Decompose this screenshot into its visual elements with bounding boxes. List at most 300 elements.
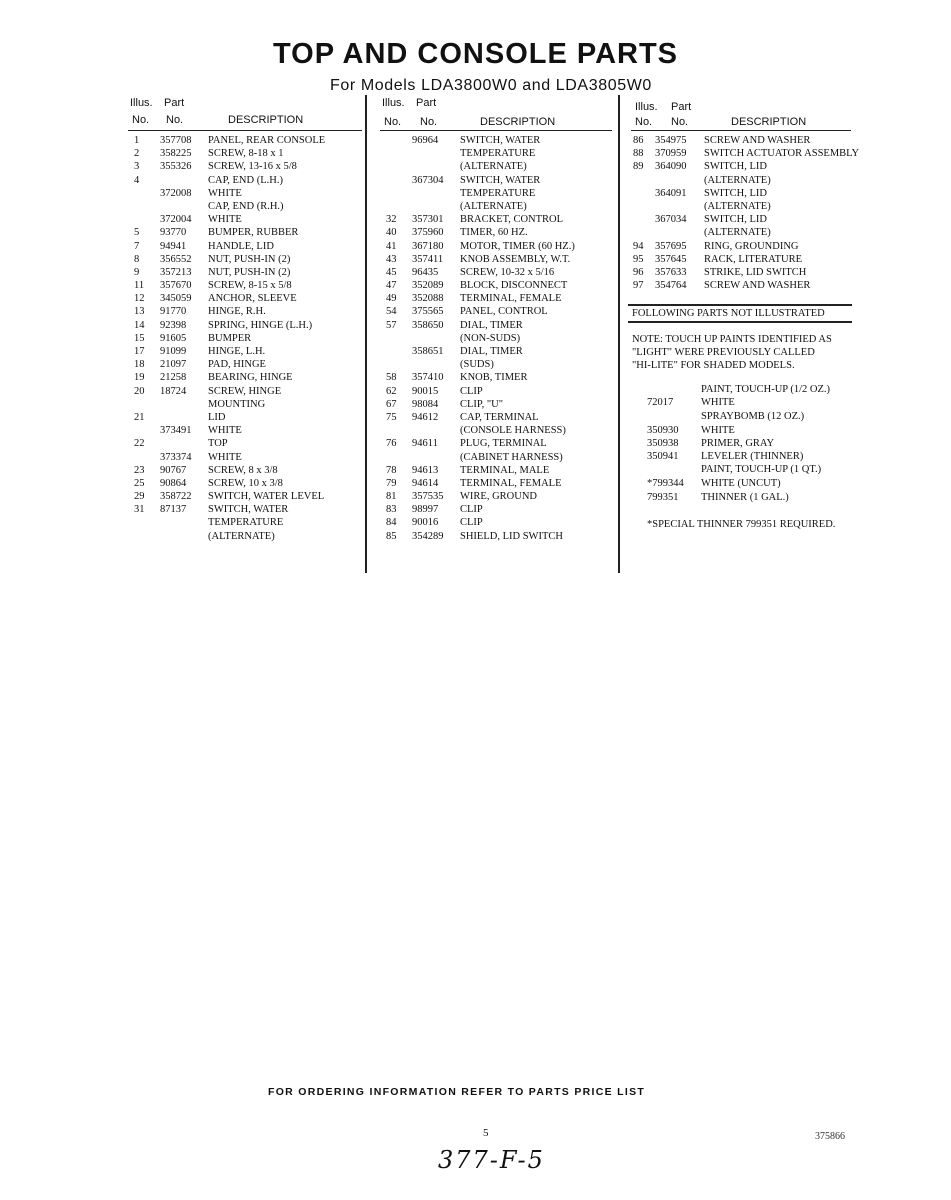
illus-number: 75 [386,411,397,423]
parts-rows [380,134,612,543]
illus-number: 57 [386,319,397,331]
part-description: CAP, END (R.H.) [208,200,284,212]
parts-row [380,464,612,477]
column-divider [365,95,367,573]
illus-number: 22 [134,438,145,450]
parts-row [128,385,362,398]
part-number: 357695 [655,240,687,252]
part-number: 367304 [412,174,444,186]
illus-number: 89 [633,161,644,173]
parts-row [380,147,612,160]
special-note: *SPECIAL THINNER 799351 REQUIRED. [647,519,836,530]
part-number: 370959 [655,148,687,160]
parts-row [128,160,362,173]
part-description: TIMER, 60 HZ. [460,227,528,239]
part-number: 352089 [412,280,444,292]
touch-up-row [632,383,852,396]
illus-number: 83 [386,504,397,516]
part-number: 350938 [647,438,679,449]
part-description: SPRING, HINGE (L.H.) [208,319,313,331]
part-description: LEVELER (THINNER) [701,451,804,462]
header-illus: Illus. [130,97,153,109]
parts-rows [128,134,362,543]
parts-row [380,477,612,490]
parts-row [380,437,612,450]
illus-number: 84 [386,517,397,529]
part-description: SWITCH, WATER [460,135,541,146]
part-description: SHIELD, LID SWITCH [460,530,563,542]
parts-row [128,319,362,332]
parts-row [380,134,612,147]
parts-row [128,292,362,305]
part-number: 90016 [412,517,439,529]
parts-row [128,424,362,437]
illus-number: 96 [633,266,644,278]
part-number: 93770 [160,227,187,239]
parts-row [380,451,612,464]
parts-row [380,200,612,213]
part-number: 364090 [655,161,687,173]
parts-row [380,279,612,292]
part-description: SCREW, 10-32 x 5/16 [460,266,555,278]
parts-row [128,200,362,213]
part-number: 87137 [160,504,187,516]
part-description: BLOCK, DISCONNECT [460,280,568,292]
part-description: TERMINAL, FEMALE [460,293,562,305]
section-rule [628,321,852,323]
parts-row [631,200,851,213]
illus-number: 31 [134,504,145,516]
part-number: 21258 [160,372,187,384]
part-number: 357645 [655,253,687,265]
part-description: ANCHOR, SLEEVE [208,293,297,305]
parts-row [380,530,612,543]
parts-row [128,371,362,384]
part-number: 345059 [160,293,192,305]
part-description: BUMPER [208,332,252,344]
illus-number: 54 [386,306,397,318]
part-description: WHITE (UNCUT) [701,478,781,489]
parts-row [128,174,362,187]
parts-row [128,490,362,503]
part-description: WHITE [701,425,735,436]
parts-row [380,385,612,398]
part-description: SPRAYBOMB (12 OZ.) [701,411,805,422]
part-description: THINNER (1 GAL.) [701,492,789,503]
parts-row [380,160,612,173]
part-description: BRACKET, CONTROL [460,214,564,226]
part-number: 94612 [412,411,439,423]
parts-column-3 [631,97,860,292]
part-description: CAP, END (L.H.) [208,174,283,186]
part-number: 357301 [412,214,444,226]
illus-number: 85 [386,530,397,542]
illus-number: 9 [134,266,140,278]
part-description: SCREW, 8 x 3/8 [208,464,278,476]
parts-column-2 [380,97,612,543]
illus-number: 3 [134,161,140,173]
part-number: 94611 [412,438,438,450]
part-description: HANDLE, LID [208,240,274,252]
part-number: 358650 [412,319,444,331]
parts-row [128,437,362,450]
header-part: Part [671,101,692,113]
parts-row [380,411,612,424]
illus-number: 95 [633,253,644,265]
illus-number: 58 [386,372,397,384]
part-number: 357633 [655,266,687,278]
part-number: *799344 [647,478,684,489]
parts-row [128,279,362,292]
illus-number: 11 [134,280,145,292]
parts-row [380,503,612,516]
illus-number: 81 [386,491,397,503]
column-header [128,97,362,131]
illus-number: 12 [134,293,145,305]
note-line: "HI-LITE" FOR SHADED MODELS. [632,360,795,371]
illus-number: 2 [134,148,140,160]
part-number: 364091 [655,187,687,199]
part-description: (ALTERNATE) [704,200,771,212]
part-number: 355326 [160,161,192,173]
touch-up-row [632,477,852,490]
parts-row [380,332,612,345]
parts-row [128,266,362,279]
header-illus: Illus. [635,101,658,113]
illus-number: 62 [386,385,397,397]
parts-row [380,345,612,358]
touch-up-row [632,463,852,476]
illus-number: 14 [134,319,145,331]
column-divider [618,95,620,573]
part-description: RACK, LITERATURE [704,253,802,265]
illus-number: 17 [134,346,145,357]
parts-row [631,240,851,253]
part-number: 96964 [412,135,439,146]
touch-up-row [632,396,852,409]
part-number: 90767 [160,464,187,476]
part-number: 372008 [160,187,192,199]
parts-row [631,174,851,187]
part-description: SCREW, HINGE [208,385,282,397]
ordering-footer: FOR ORDERING INFORMATION REFER TO PARTS PRICE LIST [268,1086,646,1098]
page-subtitle: For Models LDA3800W0 and LDA3805W0 [330,77,652,94]
part-number: 94613 [412,464,439,476]
part-number: 357411 [412,253,444,265]
parts-row [128,516,362,529]
illus-number: 4 [134,174,140,186]
part-number: 358225 [160,148,192,160]
parts-row [380,319,612,332]
parts-row [128,503,362,516]
part-description: (CONSOLE HARNESS) [460,425,566,437]
touch-up-row [632,410,852,423]
part-description: TEMPERATURE [460,187,536,199]
part-number: 357410 [412,372,444,384]
part-description: CAP, TERMINAL [460,411,539,423]
part-description: PAINT, TOUCH-UP (1 QT.) [701,464,822,475]
illus-number: 29 [134,491,145,503]
parts-row [631,187,851,200]
part-description: WHITE [701,397,735,408]
part-description: SWITCH ACTUATOR ASSEMBLY [704,148,860,160]
part-number: 367180 [412,240,444,252]
part-description: (ALTERNATE) [208,530,275,542]
illus-number: 86 [633,135,644,146]
part-description: STRIKE, LID SWITCH [704,266,807,278]
part-number: 91770 [160,306,187,318]
parts-row [128,530,362,543]
part-number: 18724 [160,385,187,397]
parts-row [380,358,612,371]
touch-up-row [632,491,852,504]
part-description: TEMPERATURE [460,148,536,160]
parts-row [380,292,612,305]
part-description: PANEL, REAR CONSOLE [208,135,326,146]
parts-row [380,240,612,253]
part-description: SWITCH, LID [704,187,767,199]
illus-number: 49 [386,293,397,305]
part-description: SWITCH, LID [704,161,767,173]
illus-number: 18 [134,359,145,371]
part-description: SCREW, 8-18 x 1 [208,148,284,160]
note-line: "LIGHT" WERE PREVIOUSLY CALLED [632,347,815,358]
part-number: 357213 [160,266,192,278]
parts-row [380,187,612,200]
touch-up-row [632,450,852,463]
part-description: KNOB ASSEMBLY, W.T. [460,253,571,265]
illus-number: 94 [633,240,644,252]
header-description: DESCRIPTION [731,116,807,128]
part-description: KNOB, TIMER [460,372,528,384]
illus-number: 25 [134,477,145,489]
touch-up-row [632,437,852,450]
parts-row [128,240,362,253]
illus-number: 43 [386,253,397,265]
header-illus-no: No. [384,116,402,128]
header-part-no: No. [420,116,438,128]
part-description: WHITE [208,214,242,226]
part-number: 96435 [412,266,439,278]
header-illus: Illus. [382,97,405,109]
illus-number: 45 [386,266,397,278]
parts-row [380,226,612,239]
parts-row [128,332,362,345]
part-number: 357670 [160,280,192,292]
parts-row [128,147,362,160]
header-illus-no: No. [132,114,150,126]
part-description: MOUNTING [208,398,266,410]
parts-row [631,147,860,160]
parts-row [631,266,851,279]
illus-number: 88 [633,148,644,160]
part-description: RING, GROUNDING [704,240,799,252]
parts-row [128,226,362,239]
parts-row [380,266,612,279]
part-description: NUT, PUSH-IN (2) [208,266,291,278]
part-number: 354289 [412,530,444,542]
part-number: 91099 [160,346,187,357]
parts-row [128,464,362,477]
illus-number: 7 [134,240,140,252]
page-number: 5 [483,1127,489,1139]
header-part: Part [416,97,437,109]
part-description: SCREW AND WASHER [704,280,811,292]
part-description: TERMINAL, MALE [460,464,550,476]
part-description: SCREW, 13-16 x 5/8 [208,161,297,173]
part-description: CLIP [460,385,483,397]
part-description: TERMINAL, FEMALE [460,477,562,489]
parts-row [128,477,362,490]
part-number: 72017 [647,397,674,408]
parts-row [128,253,362,266]
part-description: SCREW AND WASHER [704,135,811,146]
header-part: Part [164,97,185,109]
part-number: 375960 [412,227,444,239]
parts-row [380,398,612,411]
parts-row [128,451,362,464]
part-description: (ALTERNATE) [460,200,527,212]
not-illustrated-heading: FOLLOWING PARTS NOT ILLUSTRATED [632,308,825,319]
part-number: 375565 [412,306,444,318]
part-description: PAINT, TOUCH-UP (1/2 OZ.) [701,384,831,395]
part-description: PLUG, TERMINAL [460,438,547,450]
part-description: BUMPER, RUBBER [208,227,299,239]
document-number: 375866 [815,1131,845,1142]
part-description: HINGE, L.H. [208,346,266,357]
illus-number: 19 [134,372,145,384]
parts-row [631,213,851,226]
part-number: 90015 [412,385,439,397]
part-description: SWITCH, WATER [460,174,541,186]
part-description: SCREW, 8-15 x 5/8 [208,280,292,292]
parts-row [380,305,612,318]
part-number: 372004 [160,214,192,226]
parts-row [380,516,612,529]
part-description: (ALTERNATE) [704,227,771,239]
part-number: 90864 [160,477,187,489]
part-description: LID [208,411,226,423]
parts-row [380,213,612,226]
part-number: 357708 [160,135,192,146]
illus-number: 47 [386,280,397,292]
parts-row [128,345,362,358]
illus-number: 1 [134,135,140,146]
header-description: DESCRIPTION [228,114,304,126]
part-description: (ALTERNATE) [704,174,771,186]
part-description: TEMPERATURE [208,517,284,529]
part-description: (ALTERNATE) [460,161,527,173]
part-number: 91605 [160,332,187,344]
part-number: 373491 [160,425,192,437]
header-part-no: No. [166,114,184,126]
illus-number: 67 [386,398,397,410]
part-description: CLIP [460,504,483,516]
touch-up-row [632,424,852,437]
part-number: 357535 [412,491,444,503]
part-number: 98084 [412,398,439,410]
part-number: 92398 [160,319,187,331]
header-illus-no: No. [635,116,653,128]
part-number: 367034 [655,214,687,226]
part-number: 94614 [412,477,439,489]
parts-row [128,398,362,411]
part-description: CLIP [460,517,483,529]
illus-number: 8 [134,253,140,265]
parts-row [380,490,612,503]
parts-row [128,411,362,424]
parts-row [128,134,362,147]
illus-number: 20 [134,385,145,397]
illus-number: 32 [386,214,397,226]
parts-row [631,160,851,173]
illus-number: 79 [386,477,397,489]
part-description: (SUDS) [460,359,494,371]
parts-row [380,253,612,266]
part-number: 358722 [160,491,192,503]
illus-number: 13 [134,306,145,318]
illus-number: 15 [134,332,145,344]
column-header [380,97,612,131]
part-description: SWITCH, LID [704,214,767,226]
part-number: 358651 [412,346,444,357]
parts-rows [631,134,860,292]
part-number: 354975 [655,135,687,146]
illus-number: 23 [134,464,145,476]
parts-row [380,174,612,187]
part-description: TOP [208,438,228,450]
part-description: SWITCH, WATER [208,504,289,516]
header-description: DESCRIPTION [480,116,556,128]
parts-row [128,305,362,318]
part-description: HINGE, R.H. [208,306,266,318]
column-header [631,97,851,131]
part-description: PANEL, CONTROL [460,306,548,318]
part-description: (CABINET HARNESS) [460,451,563,463]
part-description: CLIP, "U" [460,398,503,410]
parts-row [631,253,851,266]
parts-row [128,213,362,226]
parts-row [380,424,612,437]
part-number: 350930 [647,425,679,436]
illus-number: 40 [386,227,397,239]
part-description: BEARING, HINGE [208,372,293,384]
handwritten-annotation: 377-F-5 [438,1146,545,1174]
part-description: WHITE [208,187,242,199]
illus-number: 76 [386,438,397,450]
header-part-no: No. [671,116,689,128]
part-description: WIRE, GROUND [460,491,537,503]
parts-row [380,371,612,384]
part-number: 21097 [160,359,187,371]
illus-number: 41 [386,240,397,252]
parts-row [631,226,851,239]
part-description: DIAL, TIMER [460,346,523,357]
parts-row [128,187,362,200]
part-description: DIAL, TIMER [460,319,523,331]
part-description: MOTOR, TIMER (60 HZ.) [460,240,575,252]
part-number: 94941 [160,240,187,252]
part-description: SCREW, 10 x 3/8 [208,477,283,489]
section-rule [628,304,852,306]
illus-number: 97 [633,280,644,292]
part-description: SWITCH, WATER LEVEL [208,491,325,503]
part-number: 354764 [655,280,687,292]
part-description: WHITE [208,425,242,437]
illus-number: 78 [386,464,397,476]
part-number: 356552 [160,253,192,265]
illus-number: 21 [134,411,145,423]
